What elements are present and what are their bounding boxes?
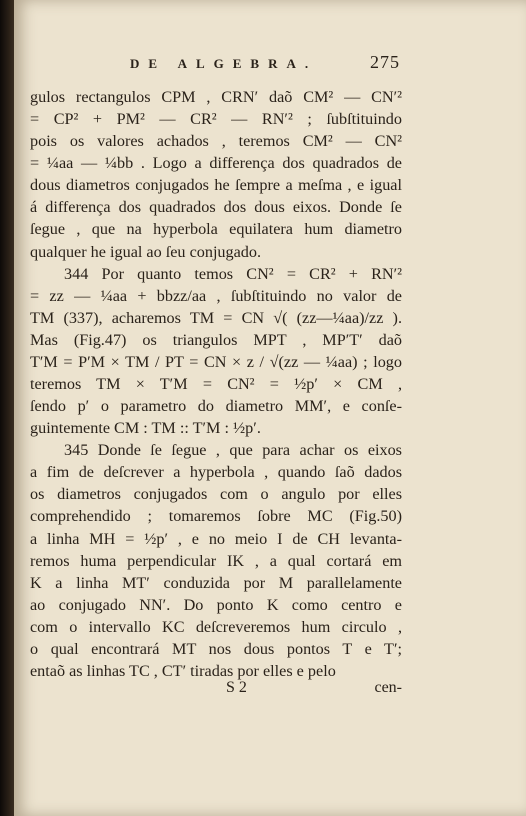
text-line: 344 Por quanto temos CN² = CR² + RN′² <box>64 265 402 283</box>
text-line: com o intervallo KC deſcreveremos hum circulo , <box>30 618 402 636</box>
text-line: á differença dos quadrados dos dous eixos. Donde ſe <box>30 198 402 216</box>
text-line: K a linha MT′ conduzida por M parallelamente <box>30 574 402 592</box>
text-line: os diametros conjugados com o angulo por elles <box>30 485 402 503</box>
text-line: TM (337), acharemos TM = CN √( (zz—¼aa)/zz ). <box>30 309 402 327</box>
text-line: 345 Donde ſe ſegue , que para achar os eixos <box>64 441 402 459</box>
catchword: cen- <box>374 679 402 696</box>
text-line: guintemente CM : TM :: T′M : ½p′. <box>30 419 261 437</box>
text-line: ſegue , que na hyperbola equilatera hum diametro <box>30 220 402 238</box>
page-number: 275 <box>370 52 400 72</box>
book-gutter <box>0 0 14 816</box>
text-line: a fim de deſcrever a hyperbola , quando ſaõ dados <box>30 463 402 481</box>
text-line: ſendo p′ o parametro do diametro MM′, e conſe- <box>30 397 402 415</box>
text-line: ao conjugado NN′. Do ponto K como centro e <box>30 596 402 614</box>
signature-mark: S 2 <box>226 679 247 696</box>
text-line: gulos rectangulos CPM , CRN′ daõ CM² — CN′² <box>30 88 402 106</box>
text-line: teremos TM × T′M = CN² = ½p′ × CM , <box>30 375 402 393</box>
text-line: o qual encontrará MT nos dous pontos T e T′; <box>30 640 402 658</box>
text-line: T′M = P′M × TM / PT = CN × z / √(zz — ¼aa) ; logo <box>30 353 402 371</box>
text-line: remos huma perpendicular IK , a qual cortará em <box>30 552 402 570</box>
page-header <box>130 52 400 73</box>
running-title: DE ALGEBRA. <box>130 56 318 71</box>
text-line: Mas (Fig.47) os triangulos MPT , MP′T′ daõ <box>30 331 402 349</box>
text-line: comprehendido ; tomaremos ſobre MC (Fig.50) <box>30 507 402 525</box>
text-line: qualquer he igual ao ſeu conjugado. <box>30 243 262 261</box>
text-line: entaõ as linhas TC , CT′ tiradas por elles e pelo <box>30 662 336 680</box>
text-line: dous diametros conjugados he ſempre a meſma , e igual <box>30 176 402 194</box>
text-line: pois os valores achados , teremos CM² — CN² <box>30 132 402 150</box>
text-line: = ¼aa — ¼bb . Logo a differença dos quadrados de <box>30 154 402 172</box>
text-line: = zz — ¼aa + bbzz/aa , ſubſtituindo no valor de <box>30 287 402 305</box>
text-line: = CP² + PM² — CR² — RN′² ; ſubſtituindo <box>30 110 402 128</box>
text-line: a linha MH = ½p′ , e no meio I de CH levanta- <box>30 530 402 548</box>
